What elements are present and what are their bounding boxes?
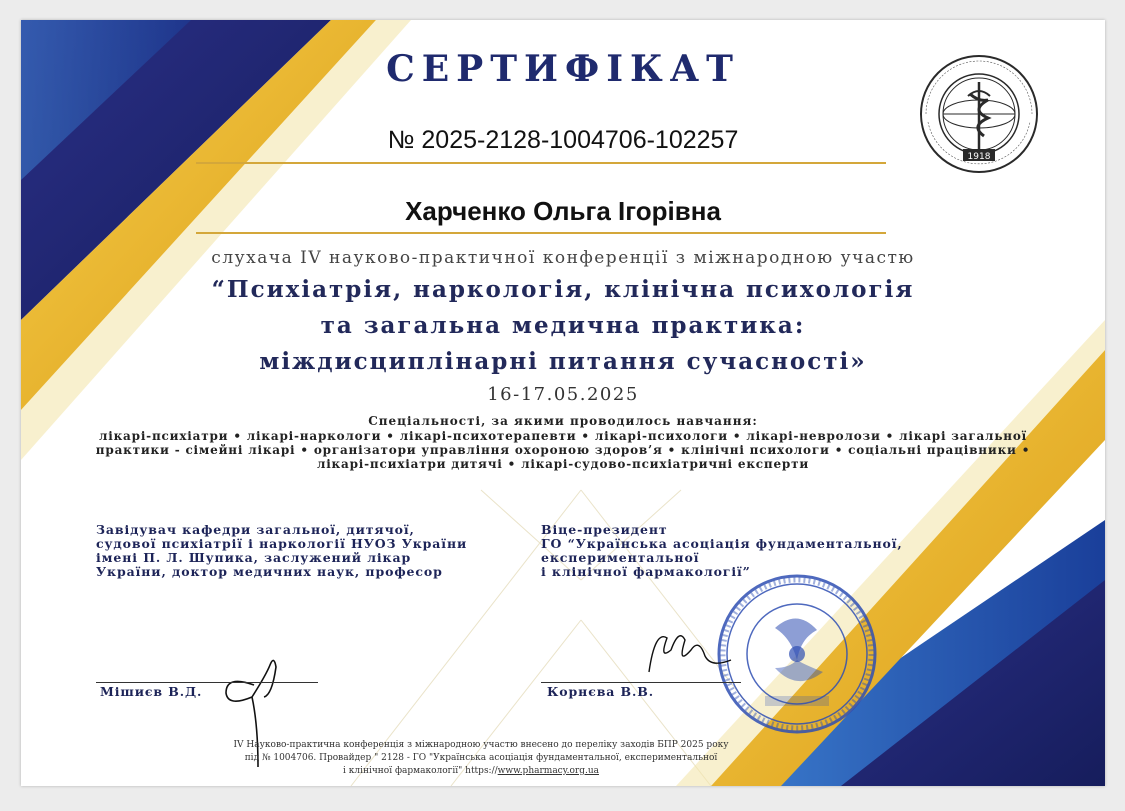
right-position-line: ГО “Українська асоціація фундаментальної, [541,536,903,551]
footer-url-link[interactable]: www.pharmacy.org.ua [497,766,599,776]
left-position-line: України, доктор медичних наук, професор [96,564,443,579]
conference-title-line-1: “Психіатрія, наркологія, клінічна психологія [211,276,915,303]
certificate-sheet [21,20,1105,786]
left-signatory-position [96,523,516,579]
specialties-line-3: лікарі-психіатри дитячі • лікарі-судово-психіатричні експерти [316,457,810,471]
specialties-line-1: лікарі-психіатри • лікарі-наркологи • лікарі-психотерапевти • лікарі-психологи • лікарі-невролози • лікарі загальної [98,429,1028,443]
certificate-title: СЕРТИФІКАТ [386,48,740,90]
left-position-line: Завідувач кафедри загальної, дитячої, [96,522,415,537]
specialties-line-2: практики - сімейні лікарі • організатори управління охороною здоров’я • клінічні психологи • соціальні працівники • [95,443,1031,457]
left-signatory-name: Мішиєв В.Д. [100,684,203,699]
left-signature-rule [96,682,318,683]
role-line: слухача IV науково-практичної конференції з міжнародною участю [211,248,915,268]
right-position-line: Віце-президент [541,522,668,537]
emblem-year: 1918 [967,152,991,162]
right-signatory-position [541,523,961,579]
right-position-line: і клінічної фармакології” [541,564,751,579]
signature-left [206,645,306,770]
conference-title-line-3: міждисциплінарні питання сучасності» [259,348,867,375]
certificate-number: № 2025-2128-1004706-102257 [387,126,739,154]
footer-line-3-text: і клінічної фармакології" https:// [343,766,498,776]
signature-right [641,610,751,690]
right-signature-rule [541,682,741,683]
conference-title-line-2: та загальна медична практика: [320,312,806,339]
left-position-line: імені П. Л. Шупика, заслужений лікар [96,550,412,565]
right-position-line: експериментальної [541,550,700,565]
footer-line-3 [21,766,921,776]
right-signatory-name: Корнєва В.В. [547,684,654,699]
recipient-name: Харченко Ольга Ігорівна [405,196,721,226]
footer-line-2: під № 1004706. Провайдер " 2128 - ГО "Українська асоціація фундаментальної, експериментальної [244,753,718,763]
gold-divider-top [196,162,886,164]
specialties-heading: Спеціальності, за якими проводилось навчання: [368,414,758,428]
conference-dates: 16-17.05.2025 [487,384,639,405]
left-position-line: судової психіатрії і наркології НУОЗ України [96,536,468,551]
gold-divider-bottom [196,232,886,234]
footer-line-1: IV Науково-практична конференція з міжнародною участю внесено до переліку заходів БПР 2025 року [233,740,729,750]
